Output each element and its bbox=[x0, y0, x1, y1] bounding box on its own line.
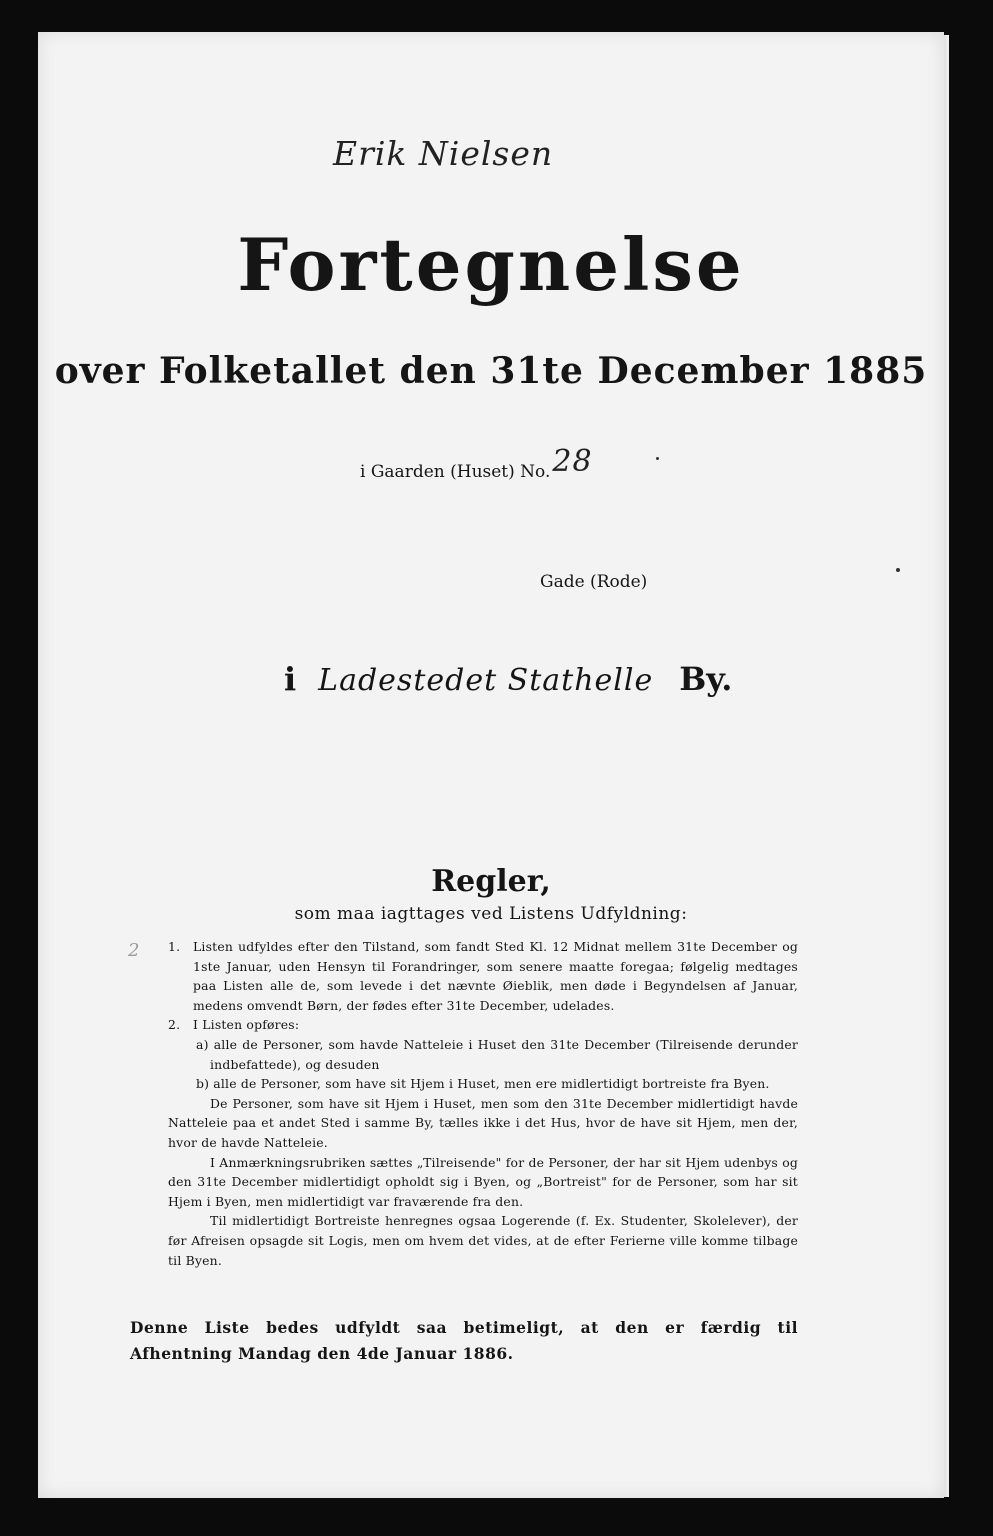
rule-paragraph: Til midlertidigt Bortreiste henregnes ogsaa Logerende (f. Ex. Studenter, Skolelever), der før Afreisen opsagde sit Logis, men om hvem det vides, at de efter Ferierne ville komme tilbage til Byen. bbox=[168, 1213, 798, 1268]
gaard-line bbox=[360, 444, 593, 485]
rules-subheading: som maa iagttages ved Listens Udfyldning: bbox=[294, 904, 688, 924]
gaard-number: 28 bbox=[552, 444, 593, 479]
ink-dot bbox=[896, 568, 900, 572]
form-subtitle: over Folketallet den 31te December 1885 bbox=[54, 350, 928, 392]
rule-number: 2. bbox=[168, 1017, 181, 1033]
city-prefix: i bbox=[284, 660, 297, 698]
ink-dot bbox=[656, 457, 659, 460]
handwritten-name: Erik Nielsen bbox=[333, 134, 554, 173]
rule-text: Listen udfyldes efter den Tilstand, som fandt Sted Kl. 12 Midnat mellem 31te December og 1ste Januar, uden Hensyn til Forandringer, som senere maatte foregaa; følgelig medtages paa Listen alle de, som levede i det nævnte Øieblik, men døde i Begyndelsen af Januar, medens omvendt Børn, der fødes efter 31te December, udelades. bbox=[193, 939, 798, 1013]
rule-number: 1. bbox=[168, 939, 181, 954]
margin-note: 2 bbox=[128, 940, 140, 961]
rule-text: I Listen opføres: bbox=[193, 1017, 300, 1033]
rule-paragraph: De Personer, som have sit Hjem i Huset, men som den 31te December midlertidigt havde Natteleie paa et andet Sted i samme By, tælles ikke i det Hus, hvor de have sit Hjem, men der, hvor de havde Natteleie. bbox=[168, 1095, 798, 1150]
rule-item-2 bbox=[168, 1015, 798, 1035]
gade-label: Gade (Rode) bbox=[540, 572, 648, 592]
gaard-label: i Gaarden (Huset) No. bbox=[360, 462, 551, 482]
form-title: Fortegnelse bbox=[237, 222, 745, 307]
city-line bbox=[284, 660, 904, 698]
rule-item-2a: a) alle de Personer, som havde Natteleie i Huset den 31te December (Tilreisende derunder indbefattede), og desuden bbox=[196, 1036, 798, 1072]
rules-text bbox=[168, 937, 798, 1270]
rule-item-1 bbox=[168, 937, 798, 1015]
closing-note: Denne Liste bedes udfyldt saa betimeligt, at den er færdig til Afhentning Mandag den 4de Januar 1886. bbox=[130, 1318, 798, 1363]
city-handwritten: Ladestedet Stathelle bbox=[318, 663, 654, 698]
rules-heading: Regler, bbox=[431, 864, 551, 899]
city-suffix: By. bbox=[679, 660, 733, 698]
census-form-page bbox=[38, 32, 944, 1498]
rule-item-2b: b) alle de Personer, som have sit Hjem i Huset, men ere midlertidigt bortreiste fra Byen. bbox=[196, 1076, 770, 1092]
rule-paragraph: I Anmærkningsrubriken sættes „Tilreisende" for de Personer, der har sit Hjem udenbys og den 31te December midlertidigt opholdt sig i Byen, og „Bortreist" for de Personer, som har sit Hjem i Byen, men midlertidigt var fraværende fra den. bbox=[168, 1154, 798, 1209]
